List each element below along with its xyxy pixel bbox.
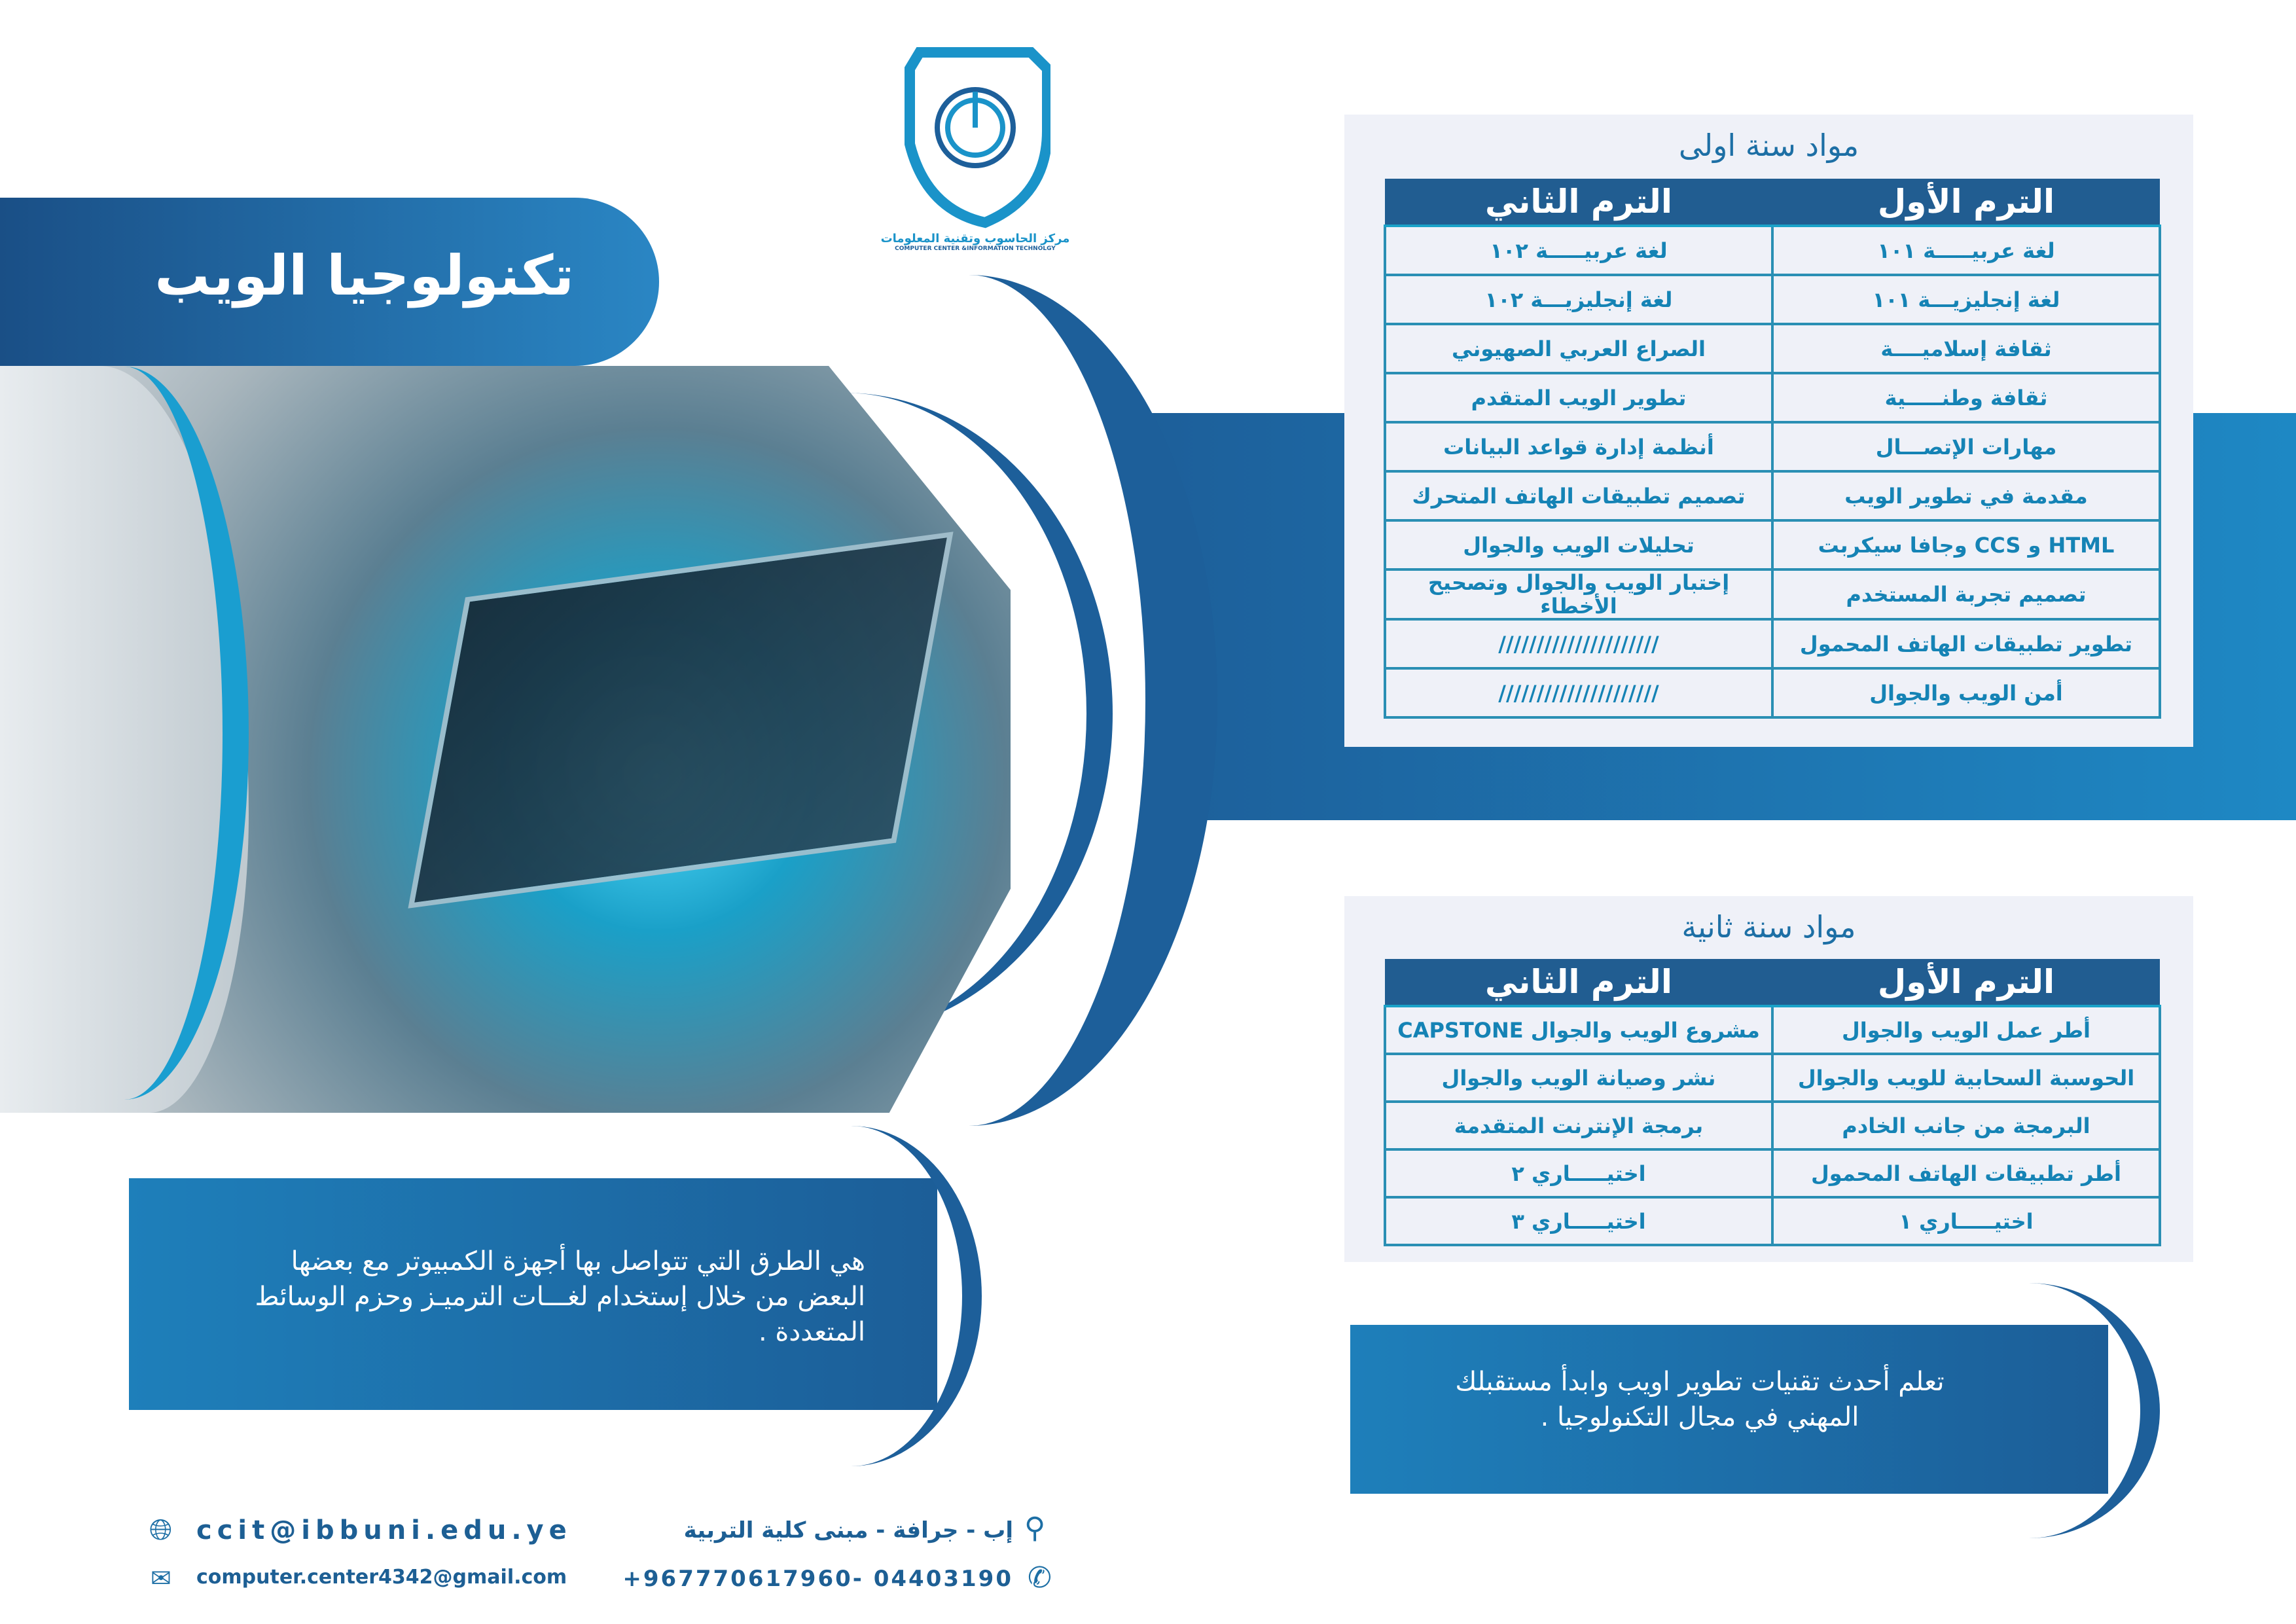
term2-course: لغة عربيـــــة ١٠٢ bbox=[1385, 226, 1772, 275]
year1-title: مواد سنة اولى bbox=[1678, 128, 1859, 163]
table-row bbox=[1385, 668, 2160, 717]
col-header-term2: الترم الثاني bbox=[1385, 179, 1772, 226]
term1-course: لغة عربيـــــة ١٠١ bbox=[1772, 226, 2160, 275]
term1-course: اختيـــــاري ١ bbox=[1772, 1197, 2160, 1245]
table-row bbox=[1385, 471, 2160, 520]
globe-icon: 🌐︎ bbox=[149, 1513, 173, 1547]
table-row bbox=[1385, 1006, 2160, 1054]
email-icon: ✉ bbox=[151, 1564, 171, 1593]
term1-course: أمن الويب والجوال bbox=[1772, 668, 2160, 717]
title-banner bbox=[0, 198, 659, 366]
location-pin-icon: ⚲ bbox=[1024, 1511, 1046, 1545]
term1-course: الحوسبة السحابية للويب والجوال bbox=[1772, 1054, 2160, 1102]
term1-course: أطر عمل الويب والجوال bbox=[1772, 1006, 2160, 1054]
term2-course: الصراع العربي الصهيوني bbox=[1385, 324, 1772, 373]
description-text: هي الطرق التي تتواصل بها أجهزة الكمبيوتر مع بعضها البعض من خلال إستخدام لغـــات الترميـز وحزم الوسائط المتعددة . bbox=[255, 1246, 865, 1347]
table-row bbox=[1385, 373, 2160, 422]
decorative-arc bbox=[0, 367, 249, 1100]
term2-course: اختيـــــاري ٣ bbox=[1385, 1197, 1772, 1245]
logo-text-en: COMPUTER CENTER &INFORMATION TECHNOLGY bbox=[895, 245, 1056, 252]
term1-course: HTML و CCS وجافا سيكربت bbox=[1772, 520, 2160, 569]
term2-course: تحليلات الويب والجوال bbox=[1385, 520, 1772, 569]
term2-course: أنظمة إدارة قواعد البيانات bbox=[1385, 422, 1772, 471]
term1-course: ثقافة إسلاميــــة bbox=[1772, 324, 2160, 373]
table-row bbox=[1385, 275, 2160, 324]
term1-course: لغة إنجليزيـــة ١٠١ bbox=[1772, 275, 2160, 324]
col-header-term1: الترم الأول bbox=[1772, 959, 2160, 1006]
term2-course: اختيـــــاري ٢ bbox=[1385, 1149, 1772, 1197]
col-header-term2: الترم الثاني bbox=[1385, 959, 1772, 1006]
term2-course: لغة إنجليزيـــة ١٠٢ bbox=[1385, 275, 1772, 324]
table-row bbox=[1385, 520, 2160, 569]
table-row bbox=[1385, 324, 2160, 373]
logo-text-ar: مركز الحاسوب وتقنية المعلومات bbox=[880, 232, 1070, 245]
table-row bbox=[1385, 1197, 2160, 1245]
term2-course: برمجة الإنترنت المتقدمة bbox=[1385, 1102, 1772, 1149]
term2-course: إختبار الويب والجوال وتصحيح الأخطاء bbox=[1385, 569, 1772, 619]
table-row bbox=[1385, 1149, 2160, 1197]
col-header-term1: الترم الأول bbox=[1772, 179, 2160, 226]
page-title: تكنولوجيا الويب bbox=[154, 244, 574, 308]
term1-course: ثقافة وطنـــــية bbox=[1772, 373, 2160, 422]
footer-website[interactable]: ccit@ibbuni.edu.ye bbox=[196, 1515, 572, 1545]
year2-table bbox=[1384, 959, 2161, 1246]
year2-panel bbox=[1344, 896, 2193, 1262]
term1-course: تطوير تطبيقات الهاتف المحمول bbox=[1772, 619, 2160, 668]
term2-course: ///////////////////// bbox=[1385, 668, 1772, 717]
phone-icon: ✆ bbox=[1028, 1561, 1052, 1595]
decorative-arc bbox=[1898, 1283, 2160, 1538]
table-row bbox=[1385, 422, 2160, 471]
term1-course: مقدمة في تطوير الويب bbox=[1772, 471, 2160, 520]
table-row bbox=[1385, 226, 2160, 275]
year1-table bbox=[1384, 179, 2161, 719]
footer-phone[interactable]: +967770617960- 04403190 bbox=[622, 1566, 1013, 1592]
decorative-arc bbox=[720, 1126, 982, 1466]
term2-course: تصميم تطبيقات الهاتف المتحرك bbox=[1385, 471, 1772, 520]
table-row bbox=[1385, 619, 2160, 668]
term1-course: البرمجة من جانب الخادم bbox=[1772, 1102, 2160, 1149]
footer-address: إب - جرافة - مبنى كلية التربية bbox=[683, 1517, 1013, 1543]
term2-course: تطوير الويب المتقدم bbox=[1385, 373, 1772, 422]
table-row bbox=[1385, 569, 2160, 619]
table-row bbox=[1385, 1102, 2160, 1149]
tagline-text: تعلم أحدث تقنيات تطوير اويب وابدأ مستقبلك المهني في مجال التكنولوجيا . bbox=[1455, 1367, 1945, 1432]
year1-panel bbox=[1344, 115, 2193, 747]
logo bbox=[877, 46, 1073, 262]
table-row bbox=[1385, 1054, 2160, 1102]
term1-course: أطر تطبيقات الهاتف المحمول bbox=[1772, 1149, 2160, 1197]
term1-course: مهارات الإتصـــال bbox=[1772, 422, 2160, 471]
term1-course: تصميم تجربة المستخدم bbox=[1772, 569, 2160, 619]
term2-course: مشروع الويب والجوال CAPSTONE bbox=[1385, 1006, 1772, 1054]
shield-power-icon bbox=[900, 46, 1050, 229]
term2-course: ///////////////////// bbox=[1385, 619, 1772, 668]
footer-email[interactable]: computer.center4342@gmail.com bbox=[196, 1566, 567, 1589]
term2-course: نشر وصيانة الويب والجوال bbox=[1385, 1054, 1772, 1102]
year2-title: مواد سنة ثانية bbox=[1681, 909, 1856, 945]
